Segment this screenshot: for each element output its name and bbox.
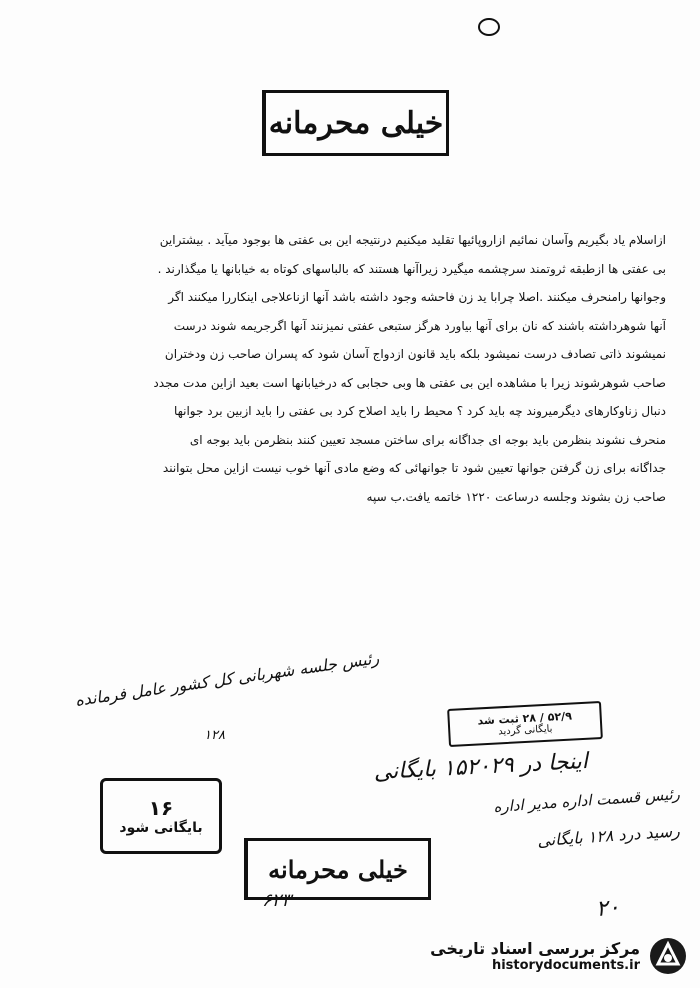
- archive-number: ۱۶: [148, 796, 174, 820]
- registration-date-stamp: [447, 701, 603, 747]
- report-line: دنبال زناوکارهای دیگرمیروند چه باید کرد ؟ محیط را باید اصلاح کرد بی عفتی را باید ازبین برد جوانها: [173, 404, 666, 418]
- page-hole-mark: [478, 18, 500, 36]
- handwritten-office-note: رئیس قسمت اداره مدیر اداره: [492, 785, 681, 817]
- date-stamp-line1: ۵۲/۹ / ۲۸ ثبت شد: [477, 709, 573, 728]
- archive-stamp: [100, 778, 222, 854]
- watermark-url: historydocuments.ir: [491, 958, 640, 973]
- report-line: صاحب شوهرشوند زیرا با مشاهده این بی عفتی ها وبی حجابی که درخیابانها است بعید ازاین مدت مجدد: [153, 375, 666, 390]
- report-body: [62, 226, 666, 511]
- watermark: [404, 930, 688, 982]
- report-line: منحرف نشوند بنظرمن باید بوجه ای جداگانه برای ساختن مسجد تعیین کنند بنظرمن باید بوجه ای: [189, 432, 666, 447]
- handwritten-number: ۱۲۸: [204, 728, 225, 743]
- report-line: صاحب زن بشوند وجلسه درساعت ۱۲۲۰ خاتمه یافت.ب سپه: [366, 489, 666, 504]
- report-line: وجوانها رامنحرف میکنند .اصلا چرابا ید زن فاحشه وجود داشته باشد آنها ازناعلاجی اینکاررا میکنند اگر: [168, 290, 666, 304]
- archive-logo-icon: [648, 936, 688, 976]
- date-stamp-line2: بایگانی گردید: [497, 723, 553, 738]
- handwritten-corner-mark: ۲۰: [594, 894, 621, 923]
- report-line: بی عفتی ها ازطبقه ثروتمند سرچشمه میگیرد زیراآنها هستند که بالباسهای کوتاه به خیابانها یا میگذارند .: [157, 261, 666, 276]
- archive-label: بایگانی شود: [119, 820, 203, 836]
- bottom-confidential-stamp: خیلی محرمانه: [244, 838, 431, 900]
- report-line: نمیشوند ذاتی تصادف درست نمیشود بلکه باید قانون ازدواج آسان شود که پسران صاحب زن ودختران: [164, 347, 666, 361]
- handwritten-signature-line: رئیس جلسه شهربانی کل کشور عامل فرمانده: [73, 648, 381, 710]
- handwritten-bottom-number: ۶۲۳: [262, 890, 292, 911]
- report-line: جداگانه برای زن گرفتن جوانها تعیین شود تا جوانهائی که وضع مادی آنها خوب نیست ازاین محل بتوانند: [162, 461, 666, 475]
- handwritten-archive-note: اینجا در ۱۵۲۰۲۹ بایگانی: [373, 748, 589, 786]
- report-line: ازاسلام یاد بگیریم وآسان نمائیم ازاروپائیها تقلید میکنیم درنتیجه این بی عفتی ها بوجود میآید . بیشتراین: [159, 233, 666, 247]
- watermark-title: مرکز بررسی اسناد تاریخی: [430, 939, 640, 958]
- report-line: آنها شوهرداشته باشند که نان برای آنها بیاورد هرگز ستبعی عفتی نمیزنند آنها اگرجریمه شوند درست: [173, 318, 666, 333]
- watermark-text: [430, 939, 640, 973]
- top-confidential-stamp: خیلی محرمانه: [262, 90, 449, 156]
- handwritten-received-note: رسید درد ۱۲۸ بایگانی: [536, 821, 681, 851]
